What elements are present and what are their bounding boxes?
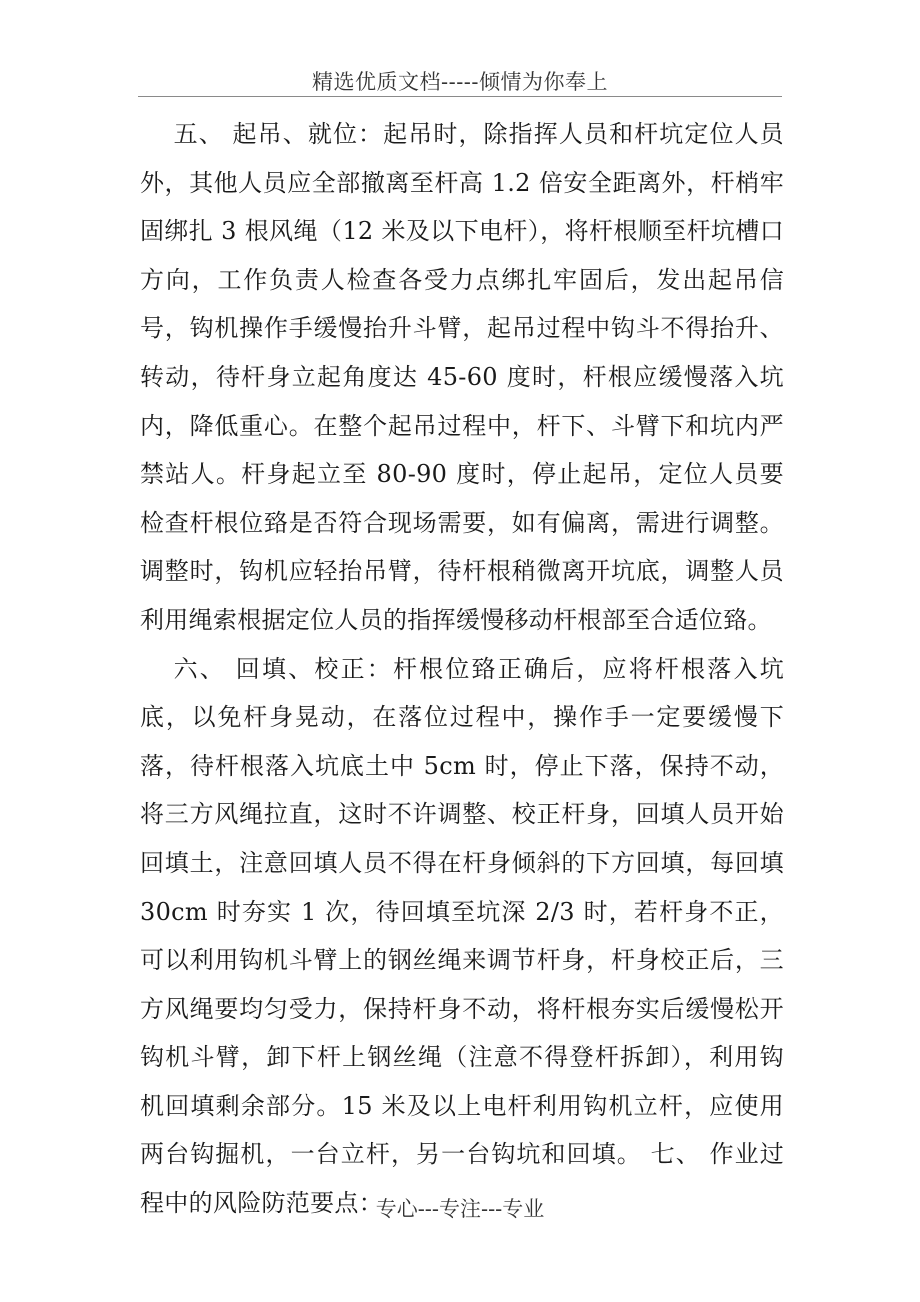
page-header: 精选优质文档-----倾情为你奉上 (312, 70, 608, 94)
header-divider (138, 96, 782, 97)
page-footer: 专心---专注---专业 (375, 1197, 545, 1221)
paragraph-backfill: 六、 回填、校正：杆根位臵正确后，应将杆根落入坑底，以免杆身晃动，在落位过程中，操作手一定要缓慢下落，待杆根落入坑底土中 5cm 时，停止下落，保持不动，将三方风绳拉直，这时不许调整、校正杆身，回填人员开始回填土，注意回填人员不得在杆身倾斜的下方回填，每回填 30cm 时夯实 1 次，待回填至坑深 2/3 时，若杆身不正，可以利用钩机斗臂上的钢丝绳来调节杆身，杆身校正后，三方风绳要均匀受力，保持杆身不动，将杆根夯实后缓慢松开钩机斗臂，卸下杆上钢丝绳（注意不得登杆拆卸），利用钩机回填剩余部分。15 米及以上电杆利用钩机立杆，应使用两台钩掘机，一台立杆，另一台钩坑和回填。 七、 作业过程中的风险防范要点： (140, 654, 784, 1218)
document-body (140, 110, 784, 1228)
paragraph-hoisting: 五、 起吊、就位：起吊时，除指挥人员和杆坑定位人员外，其他人员应全部撤离至杆高 1.2 倍安全距离外，杆梢牢固绑扎 3 根风绳（12 米及以下电杆），将杆根顺至杆坑槽口方向，工作负责人检查各受力点绑扎牢固后，发出起吊信号，钩机操作手缓慢抬升斗臂，起吊过程中钩斗不得抬升、转动，待杆身立起角度达 45-60 度时，杆根应缓慢落入坑内，降低重心。在整个起吊过程中，杆下、斗臂下和坑内严禁站人。杆身起立至 80-90 度时，停止起吊，定位人员要检查杆根位臵是否符合现场需要，如有偏离，需进行调整。调整时，钩机应轻抬吊臂，待杆根稍微离开坑底，调整人员利用绳索根据定位人员的指挥缓慢移动杆根部至合适位臵。 (140, 120, 784, 634)
